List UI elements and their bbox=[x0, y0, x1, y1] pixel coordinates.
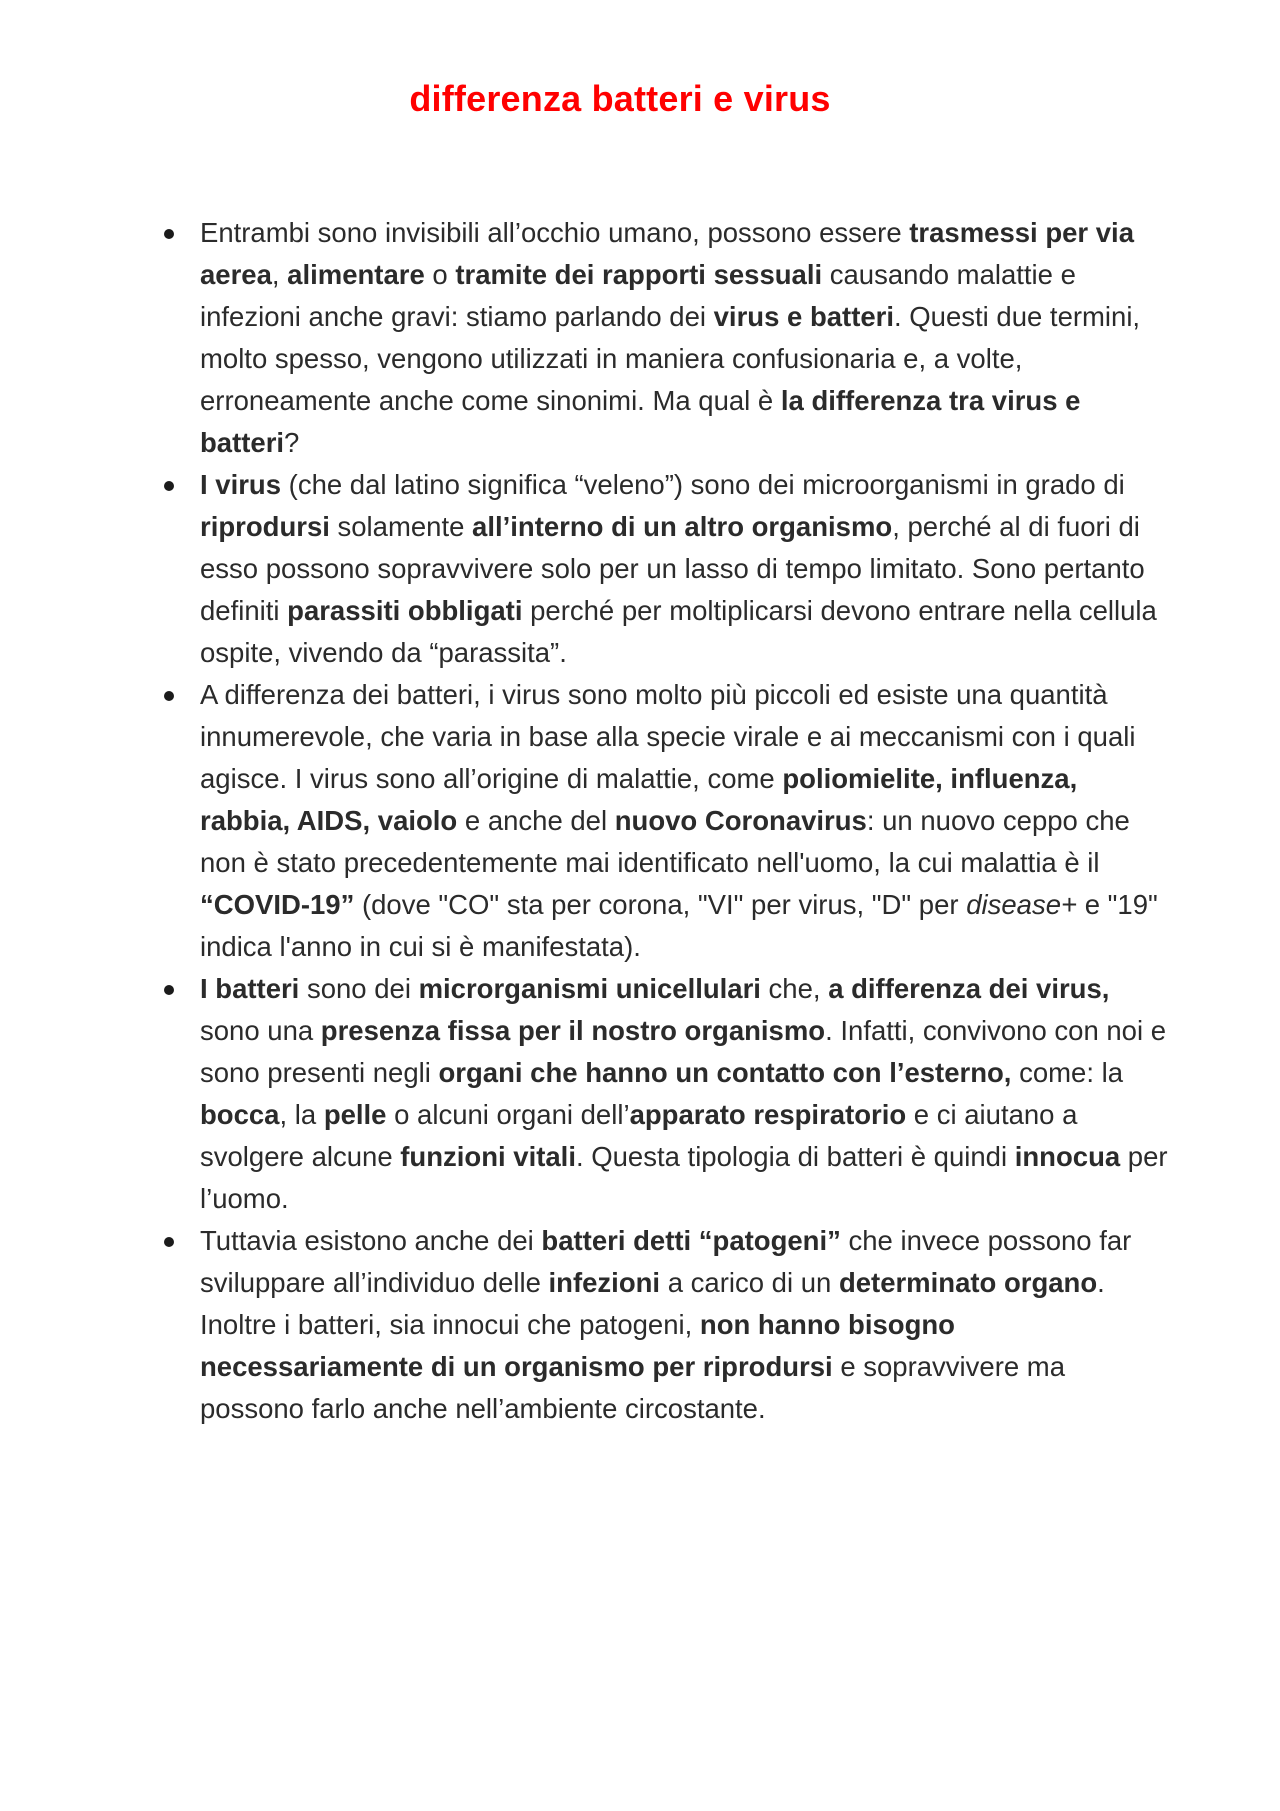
text-run: A differenza dei batteri, i virus sono molto più piccoli ed esiste una quantità innumerevole, che varia in base alla specie virale e ai meccanismi con i quali agisce. I virus sono all’origine di malattie, come bbox=[200, 679, 1136, 794]
bold-text: presenza fissa per il nostro organismo bbox=[320, 1015, 826, 1046]
bold-text: nuovo Coronavirus bbox=[614, 805, 867, 836]
bold-text: alimentare bbox=[287, 259, 425, 290]
text-run: sono una bbox=[200, 1015, 321, 1046]
bullet-item bbox=[160, 464, 1170, 674]
bold-text: organi che hanno un contatto con l’esterno, bbox=[438, 1057, 1012, 1088]
bold-text: non hanno bisogno necessariamente di un organismo per riprodursi bbox=[200, 1309, 955, 1382]
bold-text: funzioni vitali bbox=[400, 1141, 576, 1172]
text-run: , bbox=[271, 259, 288, 290]
text-run: , la bbox=[279, 1099, 324, 1130]
text-run: o bbox=[424, 259, 456, 290]
bullet-dot-icon bbox=[164, 985, 174, 995]
text-run: solamente bbox=[329, 511, 473, 542]
bold-text: batteri detti “patogeni” bbox=[541, 1225, 841, 1256]
bullet-item bbox=[160, 674, 1170, 968]
text-run: o alcuni organi dell’ bbox=[386, 1099, 630, 1130]
text-run: : un nuovo ceppo che non è stato precedentemente mai identificato nell'uomo, la cui malattia è il bbox=[200, 805, 1130, 878]
text-run: e "19" indica l'anno in cui si è manifestata). bbox=[200, 889, 1158, 962]
bold-text: poliomielite, influenza, rabbia, AIDS, vaiolo bbox=[200, 763, 1078, 836]
text-run: per l’uomo. bbox=[200, 1141, 1168, 1214]
bold-text: la differenza tra virus e batteri bbox=[200, 385, 1081, 458]
bold-text: apparato respiratorio bbox=[629, 1099, 907, 1130]
bold-text: “COVID-19” bbox=[200, 889, 355, 920]
bold-text: trasmessi per via aerea bbox=[200, 217, 1134, 290]
bold-text: innocua bbox=[1014, 1141, 1121, 1172]
bullet-list bbox=[160, 212, 1170, 1430]
text-run: Tuttavia esistono anche dei bbox=[200, 1225, 542, 1256]
bold-text: tramite dei rapporti sessuali bbox=[455, 259, 823, 290]
bold-text: I batteri bbox=[200, 973, 300, 1004]
document-body bbox=[160, 212, 1170, 1430]
text-run: (che dal latino significa “veleno”) sono dei microorganismi in grado di bbox=[281, 469, 1125, 500]
bullet-item bbox=[160, 1220, 1170, 1430]
bullet-dot-icon bbox=[164, 1237, 174, 1247]
bullet-dot-icon bbox=[164, 691, 174, 701]
bold-text: microrganismi unicellulari bbox=[418, 973, 761, 1004]
text-run: Entrambi sono invisibili all’occhio umano, possono essere bbox=[200, 217, 910, 248]
bold-text: riprodursi bbox=[200, 511, 330, 542]
bold-text: a differenza dei virus, bbox=[828, 973, 1110, 1004]
text-run: . Questi due termini, molto spesso, vengono utilizzati in maniera confusionaria e, a volte, erroneamente anche come sinonimi. Ma qual è bbox=[200, 301, 1141, 416]
bold-text: infezioni bbox=[548, 1267, 661, 1298]
text-run: che invece possono far sviluppare all’individuo delle bbox=[200, 1225, 1132, 1298]
text-run: come: la bbox=[1011, 1057, 1124, 1088]
text-run: perché per moltiplicarsi devono entrare nella cellula ospite, vivendo da “parassita”. bbox=[200, 595, 1157, 668]
bold-text: virus e batteri bbox=[713, 301, 894, 332]
bold-text: I virus bbox=[200, 469, 282, 500]
text-run: . Questa tipologia di batteri è quindi bbox=[575, 1141, 1015, 1172]
bullet-item bbox=[160, 968, 1170, 1220]
text-run: causando malattie e infezioni anche gravi: stiamo parlando dei bbox=[200, 259, 1076, 332]
text-run: che, bbox=[760, 973, 829, 1004]
text-run: , perché al di fuori di esso possono sopravvivere solo per un lasso di tempo limitato. Sono pertanto definiti bbox=[200, 511, 1145, 626]
document-title: differenza batteri e virus bbox=[409, 78, 831, 119]
bold-text: bocca bbox=[200, 1099, 280, 1130]
text-run: sono dei bbox=[299, 973, 419, 1004]
text-run: (dove "CO" sta per corona, "VI" per virus, "D" per bbox=[354, 889, 967, 920]
bullet-item bbox=[160, 212, 1170, 464]
bold-text: determinato organo bbox=[838, 1267, 1098, 1298]
bold-text: parassiti obbligati bbox=[287, 595, 523, 626]
bold-text: pelle bbox=[323, 1099, 387, 1130]
bullet-dot-icon bbox=[164, 481, 174, 491]
text-run: e ci aiutano a svolgere alcune bbox=[200, 1099, 1078, 1172]
bold-text: all’interno di un altro organismo bbox=[472, 511, 893, 542]
text-run: e anche del bbox=[457, 805, 615, 836]
italic-text: disease+ bbox=[966, 889, 1078, 920]
bullet-dot-icon bbox=[164, 229, 174, 239]
text-run: a carico di un bbox=[660, 1267, 839, 1298]
text-run: ? bbox=[284, 427, 300, 458]
text-run: e sopravvivere ma possono farlo anche nell’ambiente circostante. bbox=[200, 1351, 1066, 1424]
text-run: . Infatti, convivono con noi e sono presenti negli bbox=[200, 1015, 1167, 1088]
text-run: . Inoltre i batteri, sia innocui che patogeni, bbox=[200, 1267, 1105, 1340]
